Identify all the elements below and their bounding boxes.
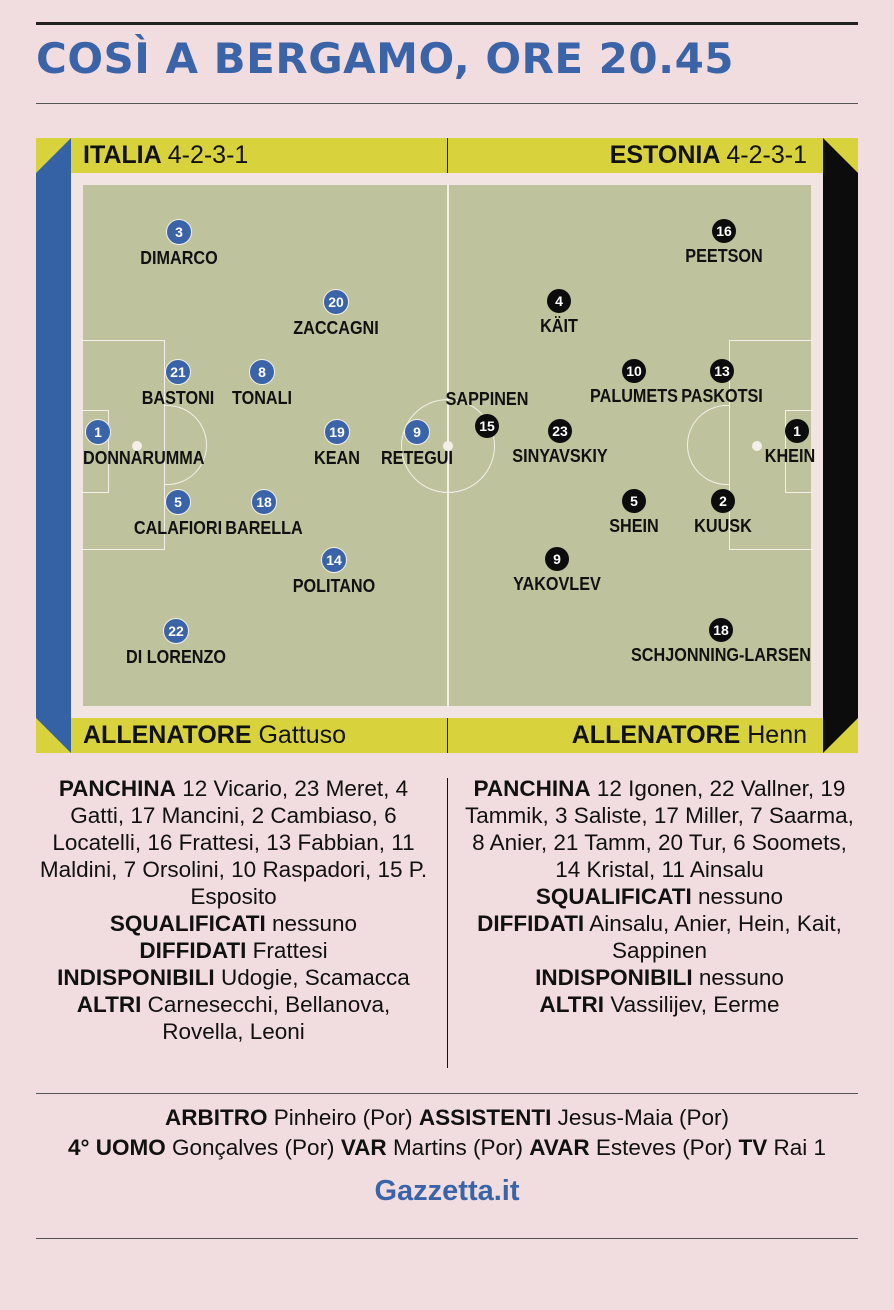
italy-squalificati: SQUALIFICATI nessuno [109,911,358,936]
player-ita-barella: 18 BARELLA [189,489,339,539]
player-ita-calafiori: 5 CALAFIORI [103,489,253,539]
player-ita-kean: 19 KEAN [262,419,412,469]
player-ita-bastoni: 21 BASTONI [103,359,253,409]
player-est-khein: 1 KHEIN [715,419,865,467]
player-est-schjonning-larsen: 18 SCHJONNING-LARSEN [621,618,821,666]
italy-panchina: PANCHINA 12 Vicario, 23 Meret, 4 Gatti, 17 Mancini, 2 Cambiaso, 6 Locatelli, 16 Frattesi, 13 Fabbian, 11 Maldini, 7 Orsolini, 10 Raspadori, 15 P. Esposito [39,776,428,909]
italy-indisponibili: INDISPONIBILI Udogie, Scamacca [57,965,410,990]
estonia-header [610,141,807,170]
bottom-rule [36,1238,858,1239]
player-ita-zaccagni: 20 ZACCAGNI [261,289,411,339]
officials-line-2: 4° UOMO Gonçalves (Por) VAR Martins (Por) AVAR Esteves (Por) TV Rai 1 [67,1135,827,1160]
estonia-altri: ALTRI Vassilijev, Eerme [539,992,780,1017]
player-est-sappinen: SAPPINEN 15 [412,389,562,438]
italy-coach-label: ALLENATORE [83,721,252,749]
italy-side-bar [36,138,71,753]
player-ita-di-lorenzo: 22 DI LORENZO [101,618,251,668]
coach-band [71,718,823,753]
page-title: COSÌ A BERGAMO, ORE 20.45 [36,34,735,83]
officials-line-1: ARBITRO Pinheiro (Por) ASSISTENTI Jesus-Maia (Por) [165,1105,729,1130]
estonia-squalificati: SQUALIFICATI nessuno [535,884,784,909]
player-est-yakovlev: 9 YAKOVLEV [482,547,632,595]
italy-header [83,141,248,170]
italy-formation: 4-2-3-1 [167,141,249,169]
player-est-paskotsi: 13 PASKOTSI [647,359,797,407]
estonia-coach-label: ALLENATORE [571,721,741,749]
player-est-shein: 5 SHEIN [559,489,709,537]
italy-coach [83,721,346,750]
player-est-peetson: 16 PEETSON [649,219,799,267]
team-header-band [71,138,823,173]
estonia-indisponibili: INDISPONIBILI nessuno [535,965,784,990]
estonia-panchina: PANCHINA 12 Igonen, 22 Vallner, 19 Tammik, 3 Saliste, 17 Miller, 7 Saarma, 8 Anier, 21 Tamm, 20 Tur, 6 Soomets, 14 Kristal, 11 Ainsalu [465,776,854,882]
italy-team-name: ITALIA [83,141,161,169]
italy-diffidati: DIFFIDATI Frattesi [139,938,328,963]
player-ita-donnarumma: 1 DONNARUMMA [85,419,235,469]
estonia-info [462,775,857,1018]
source-logo-text: Gazzetta.it [374,1175,520,1207]
info-column-divider [447,778,448,1068]
estonia-formation: 4-2-3-1 [726,141,807,169]
player-est-sinyavskiy: 23 SINYAVSKIY [485,419,635,467]
player-ita-tonali: 8 TONALI [187,359,337,409]
italy-coach-name: Gattuso [258,721,347,749]
title-underline [36,103,858,104]
player-est-palumets: 10 PALUMETS [559,359,709,407]
estonia-coach-name: Henn [747,721,807,749]
top-rule [36,22,858,25]
italy-altri: ALTRI Carnesecchi, Bellanova, Rovella, Leoni [76,992,391,1044]
italy-info [36,775,431,1045]
player-ita-dimarco: 3 DIMARCO [104,219,254,269]
player-est-kait: 4 KÄIT [484,289,634,337]
estonia-team-name: ESTONIA [609,141,720,169]
estonia-diffidati: DIFFIDATI Ainsalu, Anier, Hein, Kait, Sappinen [477,911,842,963]
estonia-coach [572,721,807,750]
player-ita-politano: 14 POLITANO [259,547,409,597]
player-est-kuusk: 2 KUUSK [648,489,798,537]
officials-top-rule [36,1093,858,1094]
player-ita-retegui: 9 RETEGUI [342,419,492,469]
